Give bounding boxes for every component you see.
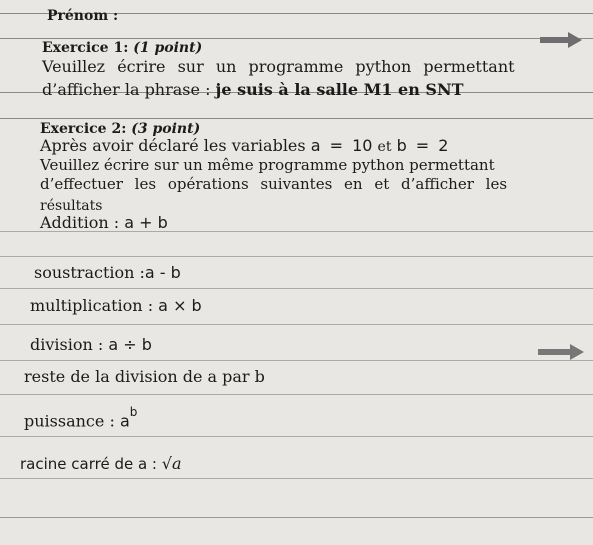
- arrow-right-icon: [540, 32, 582, 48]
- rule-line: [0, 324, 593, 325]
- op-soustraction: [34, 265, 181, 281]
- op-reste: reste de la division de a par b: [24, 367, 265, 386]
- exercise2-intro: [40, 138, 448, 154]
- op-addition: [40, 215, 168, 231]
- rule-line: [0, 436, 593, 437]
- op-division-label: division :: [30, 335, 104, 354]
- op-puissance: [24, 405, 138, 431]
- rule-line: [0, 394, 593, 395]
- exercise1-line2: [42, 82, 464, 98]
- op-multiplication-label: multiplication :: [30, 296, 154, 315]
- exercise2-line3: d’effectuer les opérations suivantes en et d’afficher les: [40, 175, 508, 193]
- rule-line: [0, 256, 593, 257]
- exercise2-line2: Veuillez écrire sur un même programme python permettant: [40, 156, 495, 174]
- op-multiplication: [30, 298, 202, 314]
- exercise2-intro-text: Après avoir déclaré les variables: [40, 136, 306, 155]
- op-division-expr: a ÷ b: [108, 335, 152, 354]
- op-addition-expr: a + b: [124, 213, 168, 232]
- op-puissance-label: puissance :: [24, 411, 115, 431]
- op-puissance-base: a: [119, 411, 130, 431]
- rule-line: [0, 288, 593, 289]
- op-racine: [20, 456, 182, 472]
- exercise1-line2-prefix: d’afficher la phrase :: [42, 80, 211, 99]
- exercise2-title: [40, 122, 200, 136]
- op-addition-label: Addition :: [40, 213, 120, 232]
- exercise2-title-text: Exercice 2:: [40, 121, 127, 137]
- op-puissance-exponent: b: [129, 405, 138, 419]
- op-racine-expr: √a: [161, 454, 182, 473]
- exercise1-title: [42, 41, 202, 55]
- op-multiplication-expr: a × b: [158, 296, 202, 315]
- prenom-label: Prénom :: [47, 8, 119, 24]
- exercise2-intro-a: a = 10: [310, 136, 373, 155]
- exercise1-phrase: je suis à la salle M1 en SNT: [215, 80, 464, 99]
- op-soustraction-expr: a - b: [144, 263, 181, 282]
- rule-line: [0, 118, 593, 119]
- rule-line: [0, 517, 593, 518]
- op-soustraction-label: soustraction :: [34, 263, 145, 282]
- rule-line: [0, 38, 593, 39]
- exercise2-intro-et: et: [377, 139, 392, 155]
- rule-line: [0, 360, 593, 361]
- exercise1-points: (1 point): [133, 40, 203, 56]
- exercise2-points: (3 point): [131, 121, 201, 137]
- rule-line: [0, 478, 593, 479]
- exercise2-line4: résultats: [40, 198, 103, 214]
- arrow-right-icon: [538, 344, 584, 360]
- exercise1-line1: Veuillez écrire sur un programme python permettant: [42, 57, 515, 76]
- exercise1-title-text: Exercice 1:: [42, 40, 129, 56]
- op-division: [30, 337, 152, 353]
- exercise2-intro-b: b = 2: [396, 136, 449, 155]
- op-racine-label: racine carré de a :: [20, 455, 157, 473]
